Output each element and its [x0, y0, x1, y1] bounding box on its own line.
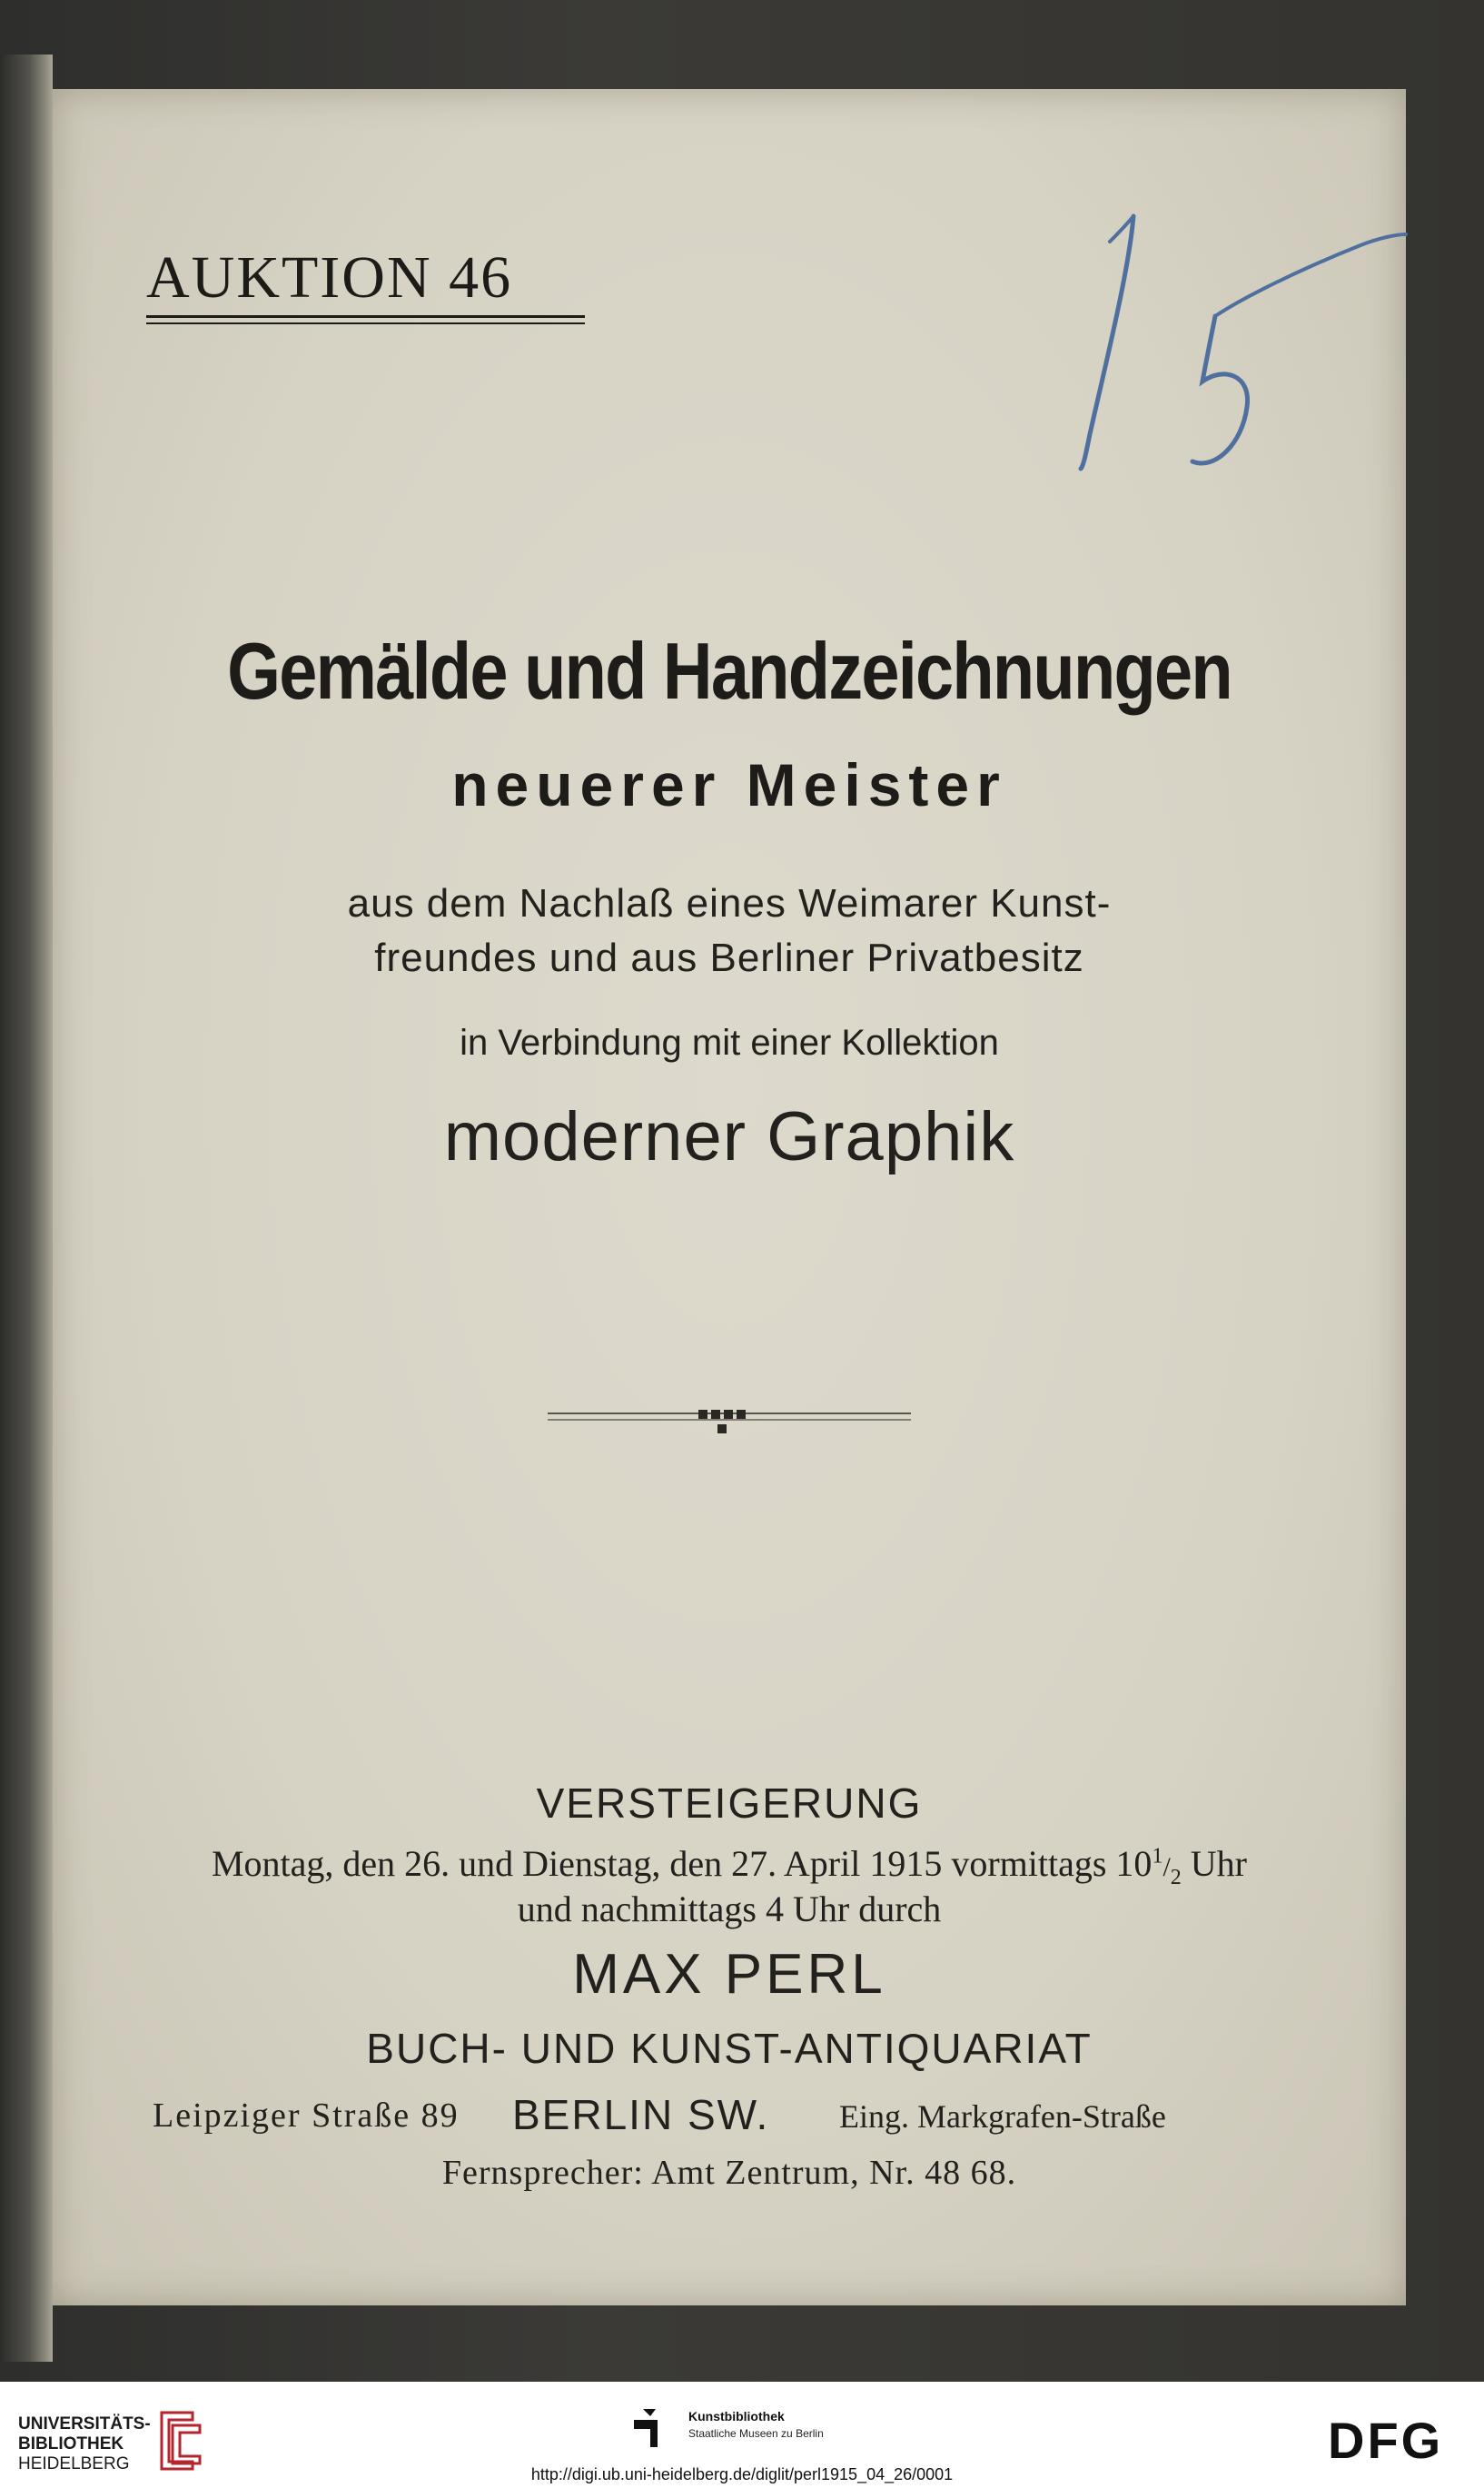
ub-logo-line-3: HEIDELBERG	[18, 2454, 130, 2473]
ub-heidelberg-logo-icon	[156, 2407, 205, 2474]
digitization-footer	[0, 2382, 1484, 2488]
dealer-description: BUCH- UND KUNST-ANTIQUARIAT	[366, 2025, 1093, 2072]
decorative-ornament	[548, 1404, 911, 1441]
auction-underline-second	[146, 322, 585, 324]
entrance-note: Eing. Markgrafen-Straße	[839, 2098, 1166, 2135]
auction-date-suffix: Uhr	[1181, 1843, 1247, 1884]
auction-number: AUKTION 46	[146, 244, 513, 311]
street-address: Leipziger Straße 89	[153, 2096, 460, 2135]
catalog-subtitle: neuerer Meister	[451, 751, 1007, 818]
auction-time: und nachmittags 4 Uhr durch	[517, 1888, 942, 1929]
description-line-1: aus dem Nachlaß eines Weimarer Kunst-	[347, 881, 1112, 926]
auction-underline	[146, 315, 585, 318]
kunstbibliothek-logo-icon	[630, 2402, 681, 2453]
ub-logo-line-1: UNIVERSITÄTS-	[18, 2414, 151, 2433]
fraction-numerator: 1	[1152, 1844, 1163, 1868]
dfg-logo: DFG	[1328, 2412, 1444, 2469]
handwritten-pencil-number	[1034, 144, 1451, 525]
address-row	[53, 2090, 1406, 2145]
source-url[interactable]: http://digi.ub.uni-heidelberg.de/diglit/perl1915_04_26/0001	[530, 2465, 954, 2483]
catalog-title: Gemälde und Handzeichnungen	[227, 626, 1232, 716]
city: BERLIN SW.	[512, 2091, 770, 2138]
description-line-2: freundes und aus Berliner Privatbesitz	[374, 936, 1084, 980]
catalog-title-page	[53, 89, 1406, 2305]
auction-date-text: Montag, den 26. und Dienstag, den 27. April 1915 vormittags 10	[211, 1843, 1153, 1884]
ub-logo-line-2: BIBLIOTHEK	[18, 2434, 124, 2453]
description-line-4: moderner Graphik	[443, 1098, 1015, 1175]
phone-number: Fernsprecher: Amt Zentrum, Nr. 48 68.	[441, 2154, 1017, 2192]
fraction-denominator: 2	[1170, 1866, 1182, 1889]
description-line-3: in Verbindung mit einer Kollektion	[460, 1023, 999, 1063]
dealer-name: MAX PERL	[572, 1943, 886, 2006]
auction-heading: VERSTEIGERUNG	[536, 1779, 923, 1827]
kunstbibliothek-title: Kunstbibliothek	[688, 2409, 785, 2424]
kunstbibliothek-subtitle: Staatliche Museen zu Berlin	[688, 2427, 824, 2440]
auction-date: Montag, den 26. und Dienstag, den 27. April 1915 vormittags $10^1/_2$ Uhr	[211, 1843, 1247, 1889]
book-spine	[0, 55, 53, 2362]
